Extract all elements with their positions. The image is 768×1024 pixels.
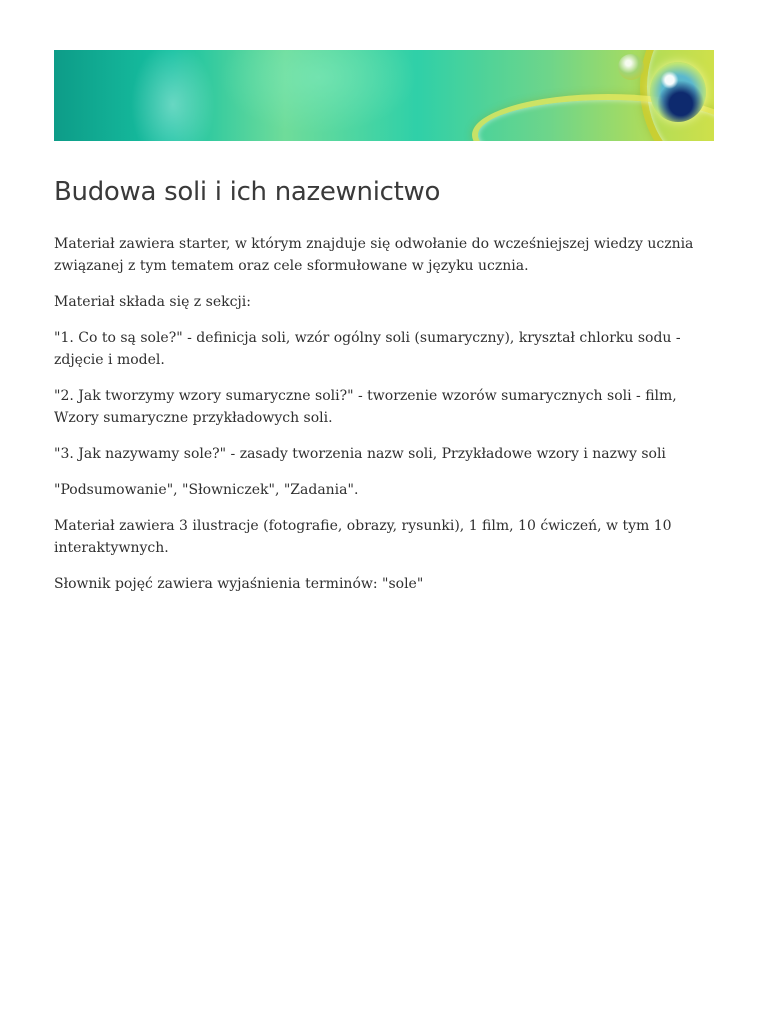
glossary-paragraph: Słownik pojęć zawiera wyjaśnienia terminów: "sole" — [54, 576, 424, 592]
banner-droplet-small — [618, 54, 644, 80]
material-stats-paragraph: Materiał zawiera 3 ilustracje (fotografie, obrazy, rysunki), 1 film, 10 ćwiczeń, w tym 10 interaktywnych. — [54, 518, 672, 556]
section-item-1: "1. Co to są sole?" - definicja soli, wzór ogólny soli (sumaryczny), kryształ chlorku sodu - zdjęcie i model. — [54, 330, 681, 368]
section-item-2: "2. Jak tworzymy wzory sumaryczne soli?" - tworzenie wzorów sumarycznych soli - film, Wzory sumaryczne przykładowych soli. — [54, 388, 677, 426]
section-item-3: "3. Jak nazywamy sole?" - zasady tworzenia nazw soli, Przykładowe wzory i nazwy soli — [54, 446, 666, 462]
description-body — [54, 233, 714, 595]
banner-droplet — [650, 62, 706, 122]
sections-heading: Materiał składa się z sekcji: — [54, 294, 251, 310]
page-title: Budowa soli i ich nazewnictwo — [54, 177, 441, 207]
header-banner-image — [54, 50, 714, 141]
document-page — [54, 50, 714, 609]
section-item-summary: "Podsumowanie", "Słowniczek", "Zadania". — [54, 482, 359, 498]
intro-paragraph: Materiał zawiera starter, w którym znajduje się odwołanie do wcześniejszej wiedzy ucznia związanej z tym tematem oraz cele sformułowane w języku ucznia. — [54, 236, 694, 274]
